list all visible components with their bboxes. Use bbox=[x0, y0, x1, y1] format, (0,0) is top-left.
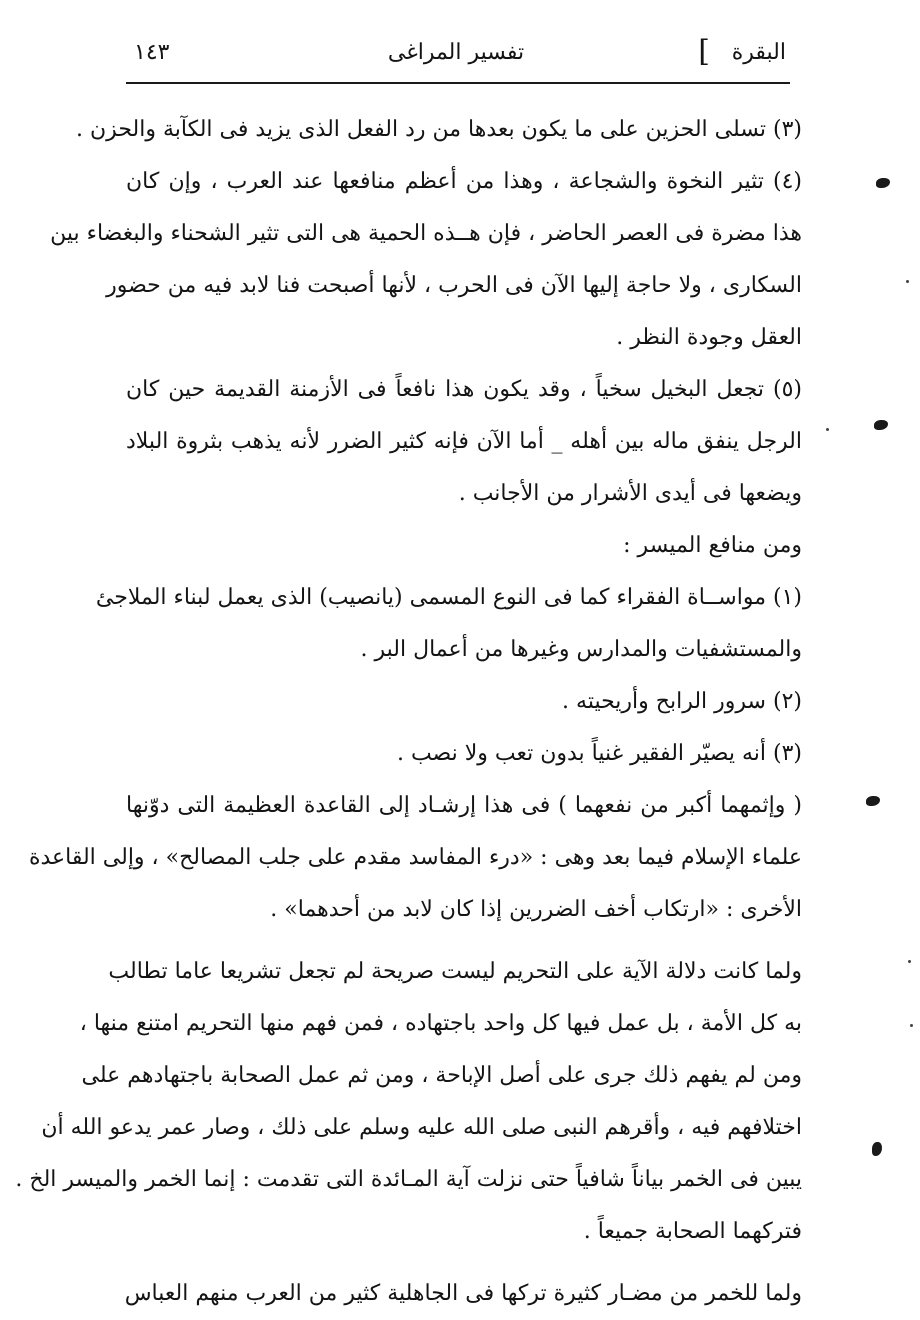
text-line: ولما للخمر من مضـار كثيرة تركها فى الجاهلية كثير من العرب منهم العباس bbox=[124, 1281, 802, 1306]
margin-dot bbox=[908, 960, 911, 963]
paragraph bbox=[126, 728, 802, 780]
paragraph bbox=[76, 104, 802, 156]
text-line: ( وإثمهما أكبر من نفعهما ) فى هذا إرشـاد إلى القاعدة العظيمة التى دوّنها bbox=[126, 793, 802, 818]
text-line: ومن لم يفهم ذلك جرى على أصل الإباحة ، ومن ثم عمل الصحابة باجتهادهم على bbox=[81, 1063, 802, 1088]
paragraph bbox=[15, 946, 802, 1258]
text-line: (٢) سرور الرابح وأريحيته . bbox=[562, 689, 802, 714]
text-line: به كل الأمة ، بل عمل فيها كل واحد باجتهاده ، فمن فهم منها التحريم امتنع منها ، bbox=[79, 1011, 802, 1036]
text-line: السكارى ، ولا حاجة إليها الآن فى الحرب ، لأنها أصبحت فنا لابد فيه من حضور bbox=[106, 273, 802, 298]
paragraph bbox=[95, 572, 802, 676]
paragraph bbox=[126, 364, 802, 520]
header-bracket: ] bbox=[698, 34, 710, 69]
text-line: الرجل ينفق ماله بين أهله _ أما الآن فإنه كثير الضرر لأنه يذهب بثروة البلاد bbox=[126, 429, 802, 454]
paragraph bbox=[126, 520, 802, 572]
text-line: العقل وجودة النظر . bbox=[616, 325, 802, 350]
margin-ink-mark bbox=[876, 178, 890, 188]
text-line: ويضعها فى أيدى الأشرار من الأجانب . bbox=[458, 481, 802, 506]
page-header bbox=[126, 32, 786, 76]
book-title: تفسير المراغى bbox=[387, 40, 525, 65]
text-line: علماء الإسلام فيما بعد وهى : «درء المفاسد مقدم على جلب المصالح» ، وإلى القاعدة bbox=[28, 845, 802, 870]
text-line: ولما كانت دلالة الآية على التحريم ليست صريحة لم تجعل تشريعا عاما تطالب bbox=[108, 959, 802, 984]
surah-name: البقرة bbox=[731, 40, 786, 65]
margin-ink-mark bbox=[872, 1142, 882, 1156]
text-line: هذا مضرة فى العصر الحاضر ، فإن هــذه الحمية هى التى تثير الشحناء والبغضاء بين bbox=[50, 221, 802, 246]
text-line: (٤) تثير النخوة والشجاعة ، وهذا من أعظم منافعها عند العرب ، وإن كان bbox=[126, 169, 802, 194]
text-line: (٣) تسلى الحزين على ما يكون بعدها من رد الفعل الذى يزيد فى الكآبة والحزن . bbox=[76, 117, 802, 142]
paragraph-gap bbox=[126, 1258, 802, 1268]
paragraph bbox=[50, 156, 802, 364]
header-rule bbox=[126, 82, 790, 84]
text-line: والمستشفيات والمدارس وغيرها من أعمال البر . bbox=[360, 637, 802, 662]
margin-ink-mark bbox=[866, 796, 880, 806]
paragraph bbox=[126, 676, 802, 728]
text-line: يبين فى الخمر بياناً شافياً حتى نزلت آية المـائدة التى تقدمت : إنما الخمر والميسر الخ . bbox=[15, 1167, 802, 1192]
margin-dot bbox=[906, 280, 909, 283]
margin-dot bbox=[910, 1024, 913, 1027]
page-body bbox=[15, 104, 802, 1320]
paragraph-gap bbox=[126, 936, 802, 946]
text-line: (٣) أنه يصيّر الفقير غنياً بدون تعب ولا نصب . bbox=[396, 741, 802, 766]
text-line: ومن منافع الميسر : bbox=[623, 533, 802, 558]
text-line: (٥) تجعل البخيل سخياً ، وقد يكون هذا نافعاً فى الأزمنة القديمة حين كان bbox=[126, 377, 802, 402]
text-line: فتركهما الصحابة جميعاً . bbox=[583, 1219, 802, 1244]
margin-dot bbox=[826, 428, 829, 431]
margin-ink-mark bbox=[874, 420, 888, 430]
paragraph bbox=[28, 780, 802, 936]
text-line: اختلافهم فيه ، وأقرهم النبى صلى الله عليه وسلم على ذلك ، وصار عمر يدعو الله أن bbox=[41, 1115, 802, 1140]
text-line: (١) مواســاة الفقراء كما فى النوع المسمى (يانصيب) الذى يعمل لبناء الملاجئ bbox=[95, 585, 802, 610]
page-number: ١٤٣ bbox=[134, 40, 170, 65]
text-line: الأخرى : «ارتكاب أخف الضررين إذا كان لابد من أحدهما» . bbox=[270, 897, 802, 922]
paragraph bbox=[126, 1268, 802, 1320]
